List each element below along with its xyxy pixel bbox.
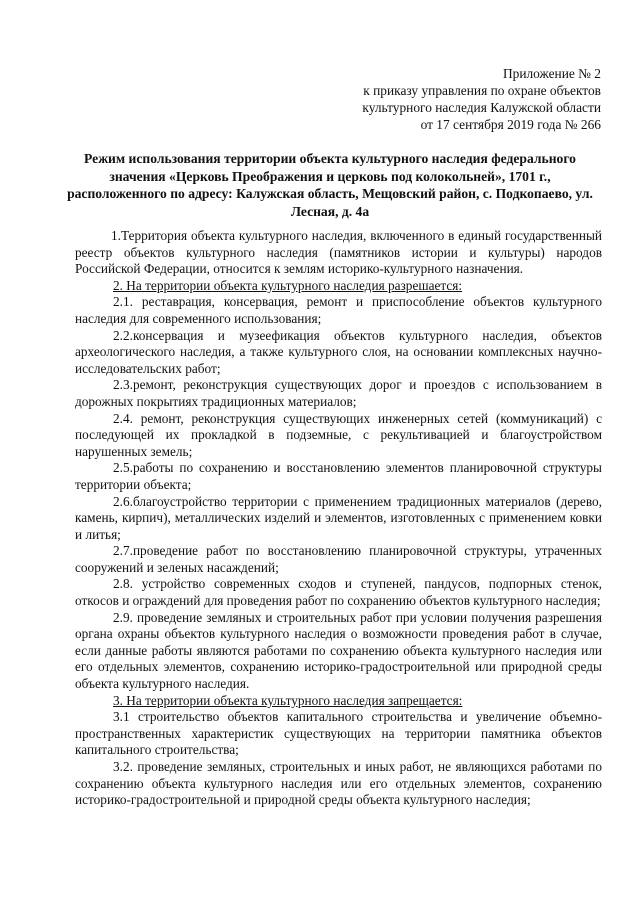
paragraph-3-1: 3.1 строительство объектов капитального строительства и увеличение объемно-пространственных характеристик существующих на территории памятника объектов капитального строительства; <box>75 709 602 758</box>
paragraph-2-1: 2.1. реставрация, консервация, ремонт и приспособление объектов культурного наследия для современного использования; <box>75 294 602 326</box>
appendix-line: культурного наследия Калужской области <box>362 100 601 115</box>
appendix-line: Приложение № 2 <box>502 66 601 81</box>
paragraph-2-8: 2.8. устройство современных сходов и ступеней, пандусов, подпорных стенок, откосов и ограждений для проведения работ по сохранению объектов культурного наследия; <box>75 576 602 609</box>
document-body <box>75 228 602 809</box>
paragraph-2-2: 2.2.консервация и музеефикация объектов культурного наследия, объектов археологического наследия, а также культурного слоя, на основании комплексных научно-исследовательских работ; <box>75 327 602 376</box>
section-3-heading: 3. На территории объекта культурного наследия запрещается: <box>113 692 463 708</box>
paragraph-2-7: 2.7.проведение работ по восстановлению планировочной структуры, утраченных сооружений и зеленых насаждений; <box>75 543 602 575</box>
section-2-heading: 2. На территории объекта культурного наследия разрешается: <box>113 277 463 293</box>
appendix-line: к приказу управления по охране объектов <box>363 83 601 98</box>
paragraph-3-2: 3.2. проведение земляных, строительных и иных работ, не являющихся работами по сохранению объекта культурного наследия или его отдельных элементов, сохранению историко-градостроительной и природной среды объекта культурного наследия; <box>75 759 602 808</box>
paragraph-2-4: 2.4. ремонт, реконструкция существующих инженерных сетей (коммуникаций) с последующей их прокладкой в подземные, с рекультивацией и благоустройством нарушенных земель; <box>75 410 602 459</box>
document-title: Режим использования территории объекта культурного наследия федерального значения «Церковь Преображения и церковь под колокольней», 1701 г., расположенного по адресу: Калужская область, Мещовский район, с. Подкопаево, ул. Лесная, д. 4а <box>67 151 593 219</box>
paragraph-2-9: 2.9. проведение земляных и строительных работ при условии получения разрешения органа охраны объектов культурного наследия о возможности проведения работ в случае, если данные работы являются работами по сохранению объекта культурного наследия или его отдельных элементов, сохранению историко-градостроительной или природной среды объекта культурного наследия. <box>75 609 602 692</box>
appendix-header <box>301 65 601 133</box>
appendix-line: от 17 сентября 2019 года № 266 <box>420 117 601 132</box>
paragraph-2-3: 2.3.ремонт, реконструкция существующих дорог и проездов с использованием в дорожных покрытиях традиционных материалов; <box>75 377 602 409</box>
paragraph-1: 1.Территория объекта культурного наследия, включенного в единый государственный реестр объектов культурного наследия (памятников истории и культуры) народов Российской Федерации, относится к землям историко-культурного назначения. <box>75 228 602 277</box>
paragraph-2-6: 2.6.благоустройство территории с применением традиционных материалов (дерево, камень, кирпич), металлических изделий и элементов, изготовленных с применением ковки и литья; <box>75 493 602 542</box>
paragraph-2-5: 2.5.работы по сохранению и восстановлению элементов планировочной структуры территории объекта; <box>75 460 602 492</box>
